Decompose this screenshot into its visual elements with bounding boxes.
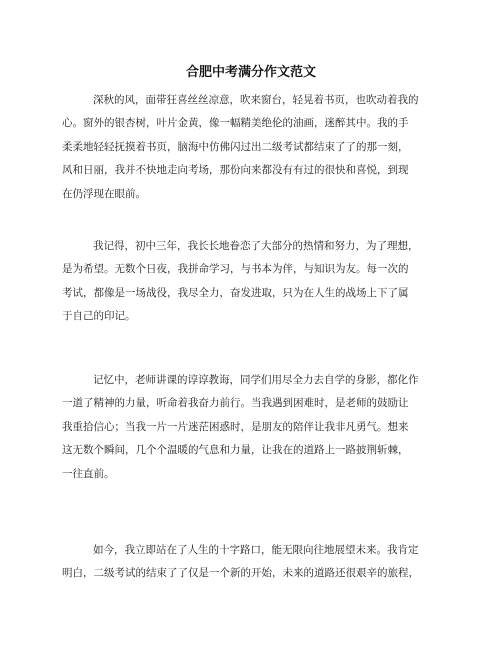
paragraph-line: 我重拾信心；当我一片一片迷茫困惑时，是朋友的陪伴让我非凡勇气。想来 (62, 420, 409, 433)
paragraph-line: 心。窗外的银杏树，叶片金黄，像一幅精美绝伦的油画，迷醉其中。我的手 (62, 117, 409, 130)
paragraph-line: 于自己的印记。 (62, 310, 136, 323)
paragraph-line: 风和日丽，我并不快地走向考场，那份向来都没有有过的很快和喜悦，到现 (62, 164, 409, 177)
paragraph-1 (62, 89, 442, 206)
paragraph-line: 一往直前。 (62, 467, 115, 480)
paragraph-line: 记忆中，老师讲课的谆谆教诲，同学们用尽全力去自学的身影，都化作 (93, 374, 419, 386)
paragraph-line: 我记得，初中三年，我长长地眷恋了大部分的热情和努力，为了理想， (93, 240, 419, 252)
paragraph-line: 柔柔地轻轻抚摸着书页，脑海中仿佛闪过出二级考试都结束了了的那一刻， (62, 140, 409, 153)
paragraph-line: 如今，我立即站在了人生的十字路口，能无限向往地展望未来。我肯定 (93, 544, 419, 556)
paragraph-line: 这无数个瞬间，几个个温暖的气息和力量，让我在的道路上一路披荆斩棘， (62, 444, 409, 457)
paragraph-line: 是为希望。无数个日夜，我拼命学习，与书本为伴，与知识为友。每一次的 (62, 263, 409, 276)
paragraph-3 (62, 369, 442, 486)
paragraph-line: 一道了精神的力量，听命着我奋力前行。当我遇到困难时，是老师的鼓励让 (62, 397, 409, 410)
paragraph-line: 考试，都像是一场战役，我尽全力，奋发进取，只为在人生的战场上下了属 (62, 286, 409, 299)
document-title: 合肥中考满分作文范文 (185, 65, 316, 80)
paragraph-2 (62, 235, 442, 329)
paragraph-4 (62, 539, 442, 586)
paragraph-line: 明白，二级考试的结束了了仅是一个新的开始，未来的道路还很艰辛的旅程， (62, 567, 419, 580)
paragraph-line: 在仍浮现在眼前。 (62, 187, 146, 200)
paragraph-line: 深秋的风，面带狂喜丝丝凉意，吹来窗台，轻晃着书页，也吹动着我的 (93, 94, 419, 106)
